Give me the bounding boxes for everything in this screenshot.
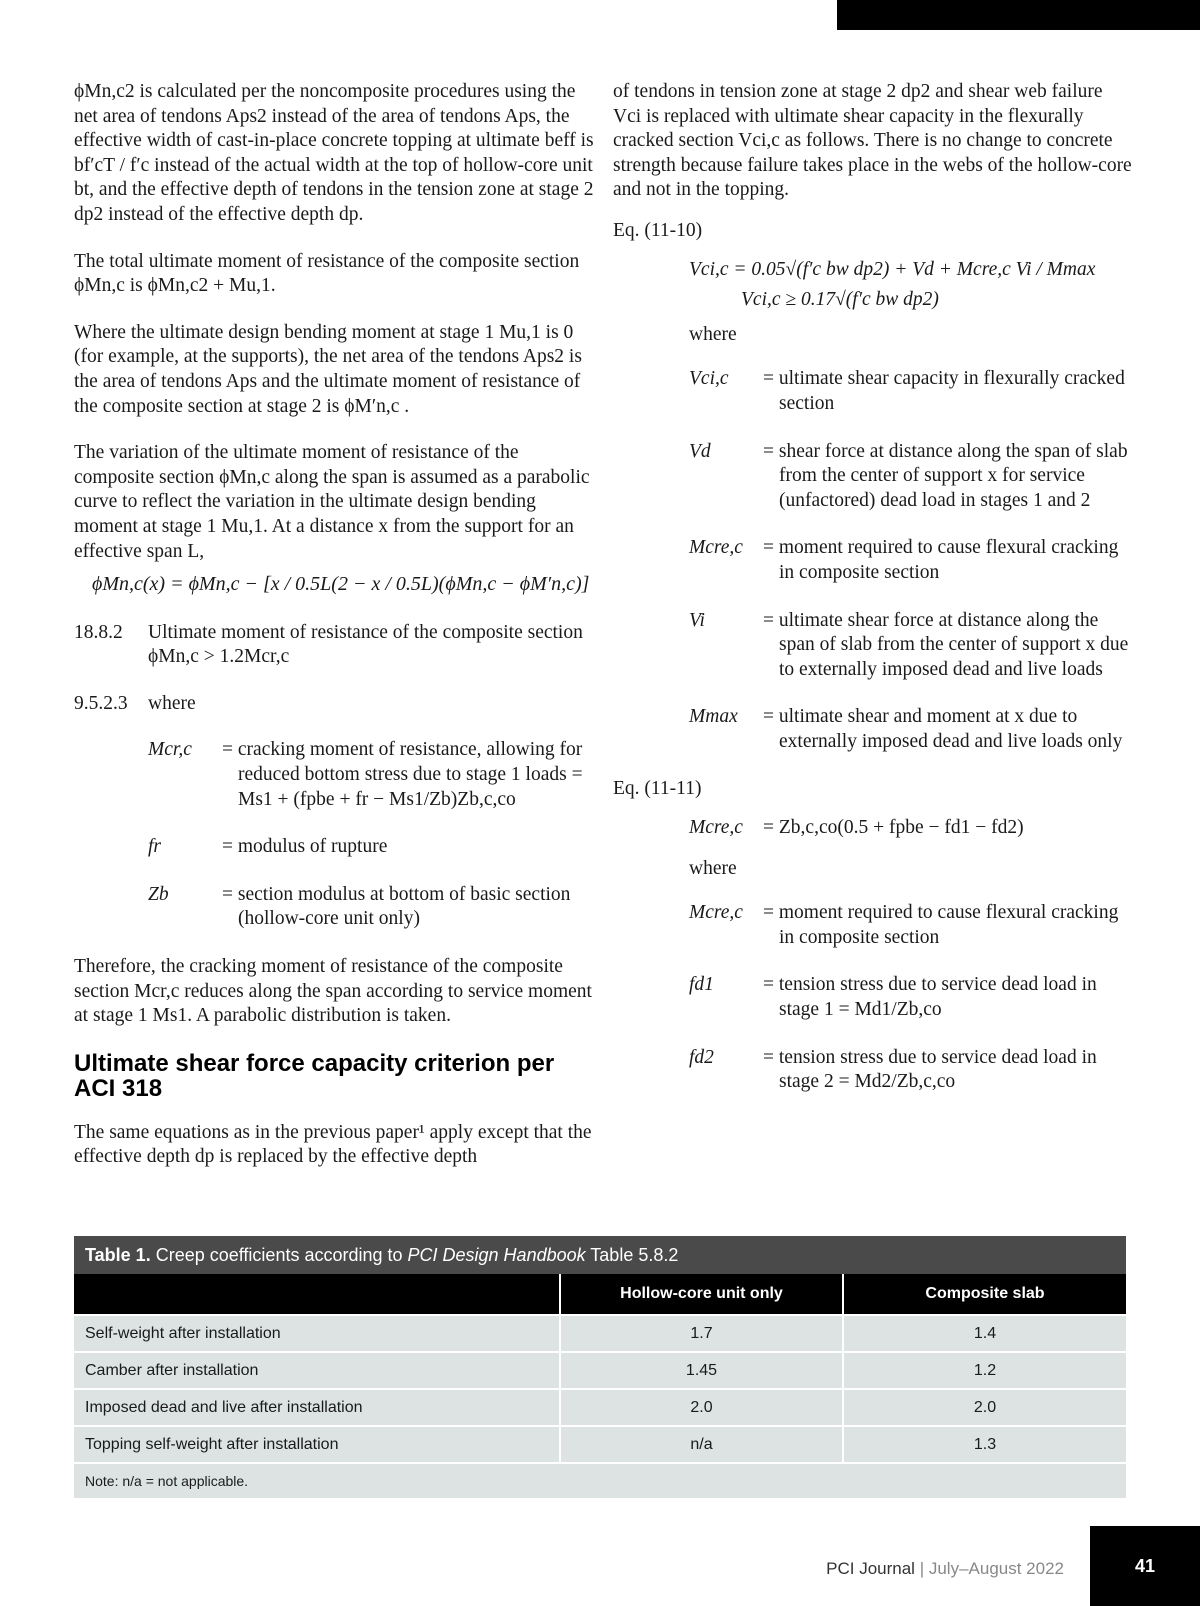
definition-symbol: Mcre,c — [689, 537, 743, 559]
table-cell: Topping self-weight after installation — [74, 1426, 560, 1463]
definition-text: = ultimate shear force at distance along the span of slab from the center of support x due to externally imposed dead and live loads — [763, 609, 1129, 680]
table-title-end: Table 5.8.2 — [585, 1245, 679, 1265]
definition-text: = moment required to cause flexural cracking in composite section — [763, 537, 1119, 583]
definition-text: = moment required to cause flexural cracking in composite section — [763, 902, 1119, 948]
table-note-row — [74, 1463, 1126, 1498]
table-header-cell: Hollow-core unit only — [560, 1274, 843, 1315]
table-cell: 2.0 — [843, 1389, 1126, 1426]
clause-text: Ultimate moment of resistance of the composite section ϕMn,c > 1.2Mcr,c — [148, 621, 583, 668]
definition-vi — [689, 609, 1133, 683]
page-footer — [0, 1526, 1200, 1606]
right-definitions-1 — [689, 367, 1133, 754]
clause-text: where — [148, 692, 196, 714]
definition-symbol: fd2 — [689, 1046, 714, 1068]
table-note: Note: n/a = not applicable. — [74, 1463, 1126, 1498]
definition-zb — [148, 883, 594, 932]
left-definitions — [148, 738, 594, 932]
definition-fd1 — [689, 973, 1133, 1022]
where-label-2: where — [689, 857, 737, 879]
clause-9-5-2-3 — [74, 692, 594, 717]
right-definitions-2 — [689, 901, 1133, 1095]
right-column — [613, 80, 1133, 1118]
table-cell: Camber after installation — [74, 1352, 560, 1389]
formula-symbol: Mcre,c — [689, 817, 743, 839]
paragraph-composite-procedure: ϕMn,c2 is calculated per the noncomposite procedures using the net area of tendons Aps2 instead of the area of tendons Aps, the effective width of cast-in-place concrete topping at ultimate beff is bf′cT / f′c instead of the actual width at the top of hollow-core unit bt, and the effective depth of tendons in the tension zone at stage 2 dp2 instead of the effective depth dp. — [74, 81, 594, 225]
table-cell: 1.4 — [843, 1315, 1126, 1352]
definition-fr — [148, 835, 594, 860]
definition-vci-c — [689, 367, 1133, 416]
definition-symbol: Vci,c — [689, 368, 729, 390]
definition-symbol: Zb — [148, 883, 169, 905]
table-cell: 2.0 — [560, 1389, 843, 1426]
table-number: Table 1. — [85, 1245, 151, 1265]
formula-text: = Zb,c,co(0.5 + fpbe − fd1 − fd2) — [763, 817, 1024, 839]
definition-mcre-c-2 — [689, 901, 1133, 950]
table-title-italic: PCI Design Handbook — [407, 1245, 586, 1265]
formula-moment-variation: ϕMn,c(x) = ϕMn,c − [x / 0.5L(2 − x / 0.5L)(ϕMn,c − ϕM′n,c)] — [92, 573, 590, 596]
definition-text: = modulus of rupture — [222, 836, 388, 858]
table-cell: n/a — [560, 1426, 843, 1463]
table-header-row — [74, 1274, 1126, 1315]
table-row — [74, 1426, 1126, 1463]
definition-fd2 — [689, 1046, 1133, 1095]
definition-vd — [689, 440, 1133, 514]
definition-text: = cracking moment of resistance, allowing for reduced bottom stress due to stage 1 loads = Ms1 + (fpbe + fr − Ms1/Zb)Zb,c,co — [222, 739, 583, 810]
paragraph-same-equations: The same equations as in the previous paper¹ apply except that the effective depth dp is replaced by the effective depth — [74, 1121, 592, 1168]
clause-number: 18.8.2 — [74, 621, 123, 643]
table-cell: 1.45 — [560, 1352, 843, 1389]
table-row — [74, 1352, 1126, 1389]
where-label: where — [689, 323, 737, 345]
table-cell: 1.7 — [560, 1315, 843, 1352]
table-grid — [74, 1274, 1126, 1498]
table-cell: Imposed dead and live after installation — [74, 1389, 560, 1426]
formula-mcre-row — [689, 816, 1133, 841]
definition-text: = tension stress due to service dead load in stage 1 = Md1/Zb,co — [763, 974, 1097, 1021]
footer-separator: | — [914, 1559, 929, 1578]
definition-text: = ultimate shear capacity in flexurally cracked section — [763, 368, 1125, 414]
paragraph-stage1-zero: Where the ultimate design bending moment at stage 1 Mu,1 is 0 (for example, at the supports), the net area of the tendons Aps2 is the area of tendons Aps and the ultimate moment of resistance of the composite section at stage 2 is ϕM′n,c . — [74, 321, 582, 417]
paragraph-tendons-stage2: of tendons in tension zone at stage 2 dp2 and shear web failure Vci is replaced with ultimate shear capacity in the flexurally cracked section Vci,c as follows. There is no change to concrete strength because failure takes place in the webs of the hollow-core and not in the topping. — [613, 81, 1132, 201]
formula-vci: Vci,c = 0.05√(f′c bw dp2) + Vd + Mcre,c Vi / Mmax — [689, 258, 1096, 280]
table-cell: Self-weight after installation — [74, 1315, 560, 1352]
definition-mmax — [689, 705, 1133, 754]
definition-symbol: fr — [148, 836, 162, 858]
table-title — [74, 1236, 1126, 1274]
paragraph-cracking-moment: Therefore, the cracking moment of resistance of the composite section Mcr,c reduces along the span according to service moment at stage 1 Ms1. A parabolic distribution is taken. — [74, 956, 592, 1027]
paragraph-total-moment: The total ultimate moment of resistance of the composite section ϕMn,c is ϕMn,c2 + Mu,1. — [74, 250, 580, 297]
definition-text: = ultimate shear and moment at x due to externally imposed dead and live loads only — [763, 706, 1123, 752]
definition-mcr — [148, 738, 594, 812]
definition-symbol: Vi — [689, 609, 705, 631]
section-heading-shear: Ultimate shear force capacity criterion per ACI 318 — [74, 1049, 555, 1102]
definition-text: = shear force at distance along the span of slab from the center of support x for service (unfactored) dead load in stages 1 and 2 — [763, 440, 1128, 511]
left-column — [74, 80, 594, 1170]
top-black-bar — [837, 0, 1200, 30]
definition-symbol: Mcr,c — [148, 739, 192, 761]
table-cell: 1.3 — [843, 1426, 1126, 1463]
equation-label-11-11: Eq. (11-11) — [613, 778, 702, 800]
table-header-cell: Composite slab — [843, 1274, 1126, 1315]
issue-date: July–August 2022 — [928, 1559, 1064, 1578]
table-header-cell — [74, 1274, 560, 1315]
definition-mcre-c — [689, 536, 1133, 585]
table-title-text: Creep coefficients according to — [150, 1245, 408, 1265]
equation-label-11-10: Eq. (11-10) — [613, 219, 703, 241]
table-row — [74, 1389, 1126, 1426]
paragraph-variation: The variation of the ultimate moment of resistance of the composite section ϕMn,c along the span is assumed as a parabolic curve to reflect the variation in the ultimate design bending moment at stage 1 Mu,1. At a distance x from the support for an effective span L, — [74, 442, 590, 562]
journal-title: PCI Journal — [826, 1559, 915, 1578]
clause-18-8-2 — [74, 621, 594, 670]
definition-symbol: Vd — [689, 440, 711, 462]
definition-text: = section modulus at bottom of basic section (hollow-core unit only) — [222, 883, 571, 930]
journal-name — [826, 1559, 1064, 1579]
table-cell: 1.2 — [843, 1352, 1126, 1389]
creep-coefficients-table — [74, 1236, 1126, 1498]
page-number: 41 — [1090, 1526, 1200, 1606]
table-row — [74, 1315, 1126, 1352]
clause-number: 9.5.2.3 — [74, 692, 128, 714]
definition-symbol: Mcre,c — [689, 902, 743, 924]
definition-symbol: Mmax — [689, 706, 738, 728]
formula-mcre — [689, 816, 1133, 841]
definition-text: = tension stress due to service dead load in stage 2 = Md2/Zb,c,co — [763, 1046, 1097, 1093]
formula-vci-min: Vci,c ≥ 0.17√(f′c bw dp2) — [741, 289, 939, 311]
definition-symbol: fd1 — [689, 974, 714, 996]
